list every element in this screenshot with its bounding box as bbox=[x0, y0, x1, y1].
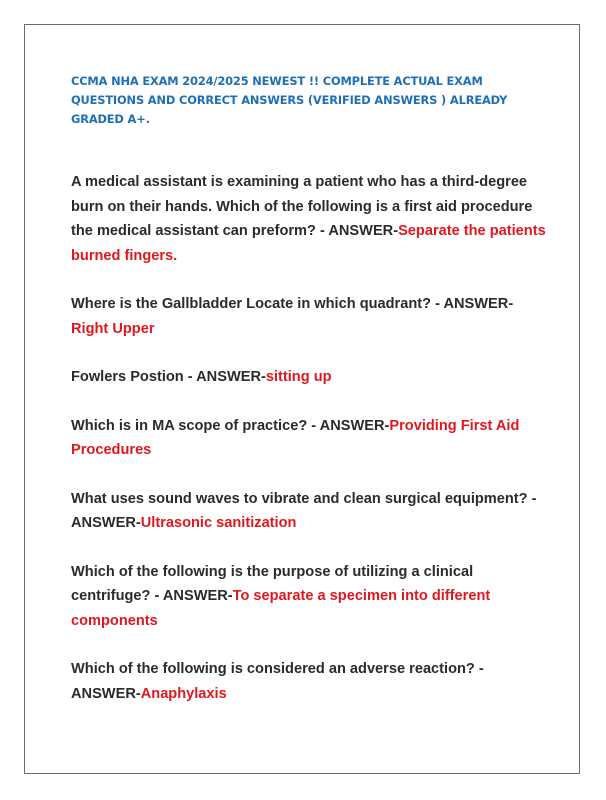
question-text: A medical assistant is examining a patient who has a third-degree burn on their hands. Which of the following is a first aid procedure the medical assistant can preform? - ANSWER- bbox=[71, 174, 533, 239]
answer-text: Providing First Aid Procedures bbox=[71, 417, 520, 458]
qa-list bbox=[71, 170, 546, 730]
answer-text: Anaphylaxis bbox=[140, 685, 227, 702]
question-text: Which of the following is the purpose of utilizing a clinical centrifuge? - ANSWER- bbox=[71, 563, 474, 604]
question-text: Fowlers Postion - ANSWER- bbox=[71, 369, 266, 385]
qa-item bbox=[71, 487, 546, 536]
qa-item bbox=[71, 365, 546, 390]
question-text: Which of the following is considered an adverse reaction? - ANSWER- bbox=[71, 661, 484, 702]
qa-item bbox=[71, 657, 546, 706]
answer-text: To separate a specimen into different components bbox=[71, 588, 491, 629]
qa-item bbox=[71, 560, 546, 634]
qa-item bbox=[71, 414, 546, 463]
document-title: CCMA NHA EXAM 2024/2025 NEWEST !! COMPLETE ACTUAL EXAM QUESTIONS AND CORRECT ANSWERS (VERIFIED ANSWERS ) ALREADY GRADED A+. bbox=[71, 74, 508, 126]
answer-text: Right Upper bbox=[71, 320, 155, 337]
qa-item bbox=[71, 292, 546, 341]
question-text: Where is the Gallbladder Locate in which quadrant? - ANSWER- bbox=[71, 296, 514, 312]
answer-text: sitting up bbox=[265, 369, 332, 385]
answer-text: Separate the patients burned fingers. bbox=[71, 223, 546, 264]
question-text: Which is in MA scope of practice? - ANSWER- bbox=[71, 417, 390, 434]
answer-text: Ultrasonic sanitization bbox=[140, 515, 297, 531]
qa-item bbox=[71, 170, 546, 268]
question-text: What uses sound waves to vibrate and clean surgical equipment? - ANSWER- bbox=[71, 490, 537, 531]
